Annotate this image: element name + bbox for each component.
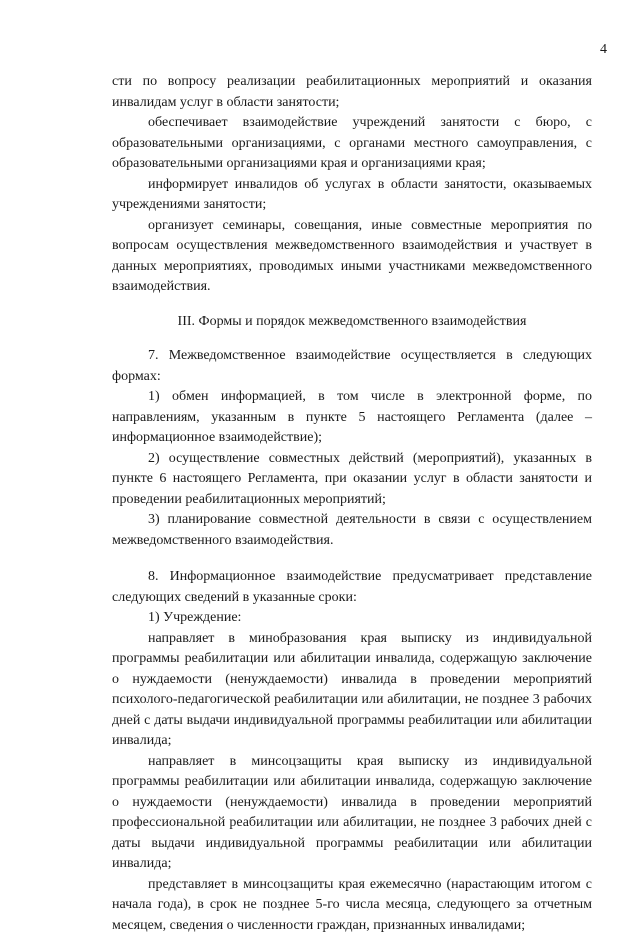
page-number: 4 — [600, 42, 607, 58]
paragraph-item-7-1: 1) обмен информацией, в том числе в электронной форме, по направлениям, указанным в пункте 5 настоящего Регламента (далее – информационное взаимодействие); — [112, 387, 592, 449]
section-heading: III. Формы и порядок межведомственного взаимодействия — [112, 312, 592, 333]
paragraph-cooperation: обеспечивает взаимодействие учреждений занятости с бюро, с образовательными организациями, с органами местного самоуправления, с образовательными организациями края и организациями края; — [112, 113, 592, 175]
paragraph-informs: информирует инвалидов об услугах в области занятости, оказываемых учреждениями занятости; — [112, 175, 592, 216]
paragraph-minobr: направляет в минобразования края выписку из индивидуальной программы реабилитации или абилитации инвалида, содержащую заключение о нуждаемости (ненуждаемости) инвалида в проведении мероприятий психолого-педагогической реабилитации или абилитации, не позднее 3 рабочих дней с даты выдачи индивидуальной программы реабилитации или абилитации инвалида; — [112, 629, 592, 752]
paragraph-continuation: сти по вопросу реализации реабилитационных мероприятий и оказания инвалидам услуг в области занятости; — [112, 72, 592, 113]
paragraph-item-8: 8. Информационное взаимодействие предусматривает представление следующих сведений в указанные сроки: — [112, 567, 592, 608]
paragraph-item-7-3: 3) планирование совместной деятельности в связи с осуществлением межведомственного взаимодействия. — [112, 510, 592, 551]
paragraph-item-7-2: 2) осуществление совместных действий (мероприятий), указанных в пункте 6 настоящего Регламента, при оказании услуг в области занятости и проведении реабилитационных мероприятий; — [112, 449, 592, 511]
paragraph-minsoc-monthly: представляет в минсоцзащиты края ежемесячно (нарастающим итогом с начала года), в срок не позднее 5-го числа месяца, следующего за отчетным месяцем, сведения о численности граждан, признанных инвалидами; — [112, 875, 592, 936]
document-body — [112, 72, 592, 936]
paragraph-minsoc-extract: направляет в минсоцзащиты края выписку из индивидуальной программы реабилитации или абилитации инвалида, содержащую заключение о нуждаемости (ненуждаемости) инвалида в проведении мероприятий профессиональной реабилитации или абилитации, не позднее 3 рабочих дней с даты выдачи индивидуальной программы реабилитации или абилитации инвалида; — [112, 752, 592, 875]
paragraph-item-8-1: 1) Учреждение: — [112, 608, 592, 629]
paragraph-seminars: организует семинары, совещания, иные совместные мероприятия по вопросам осуществления межведомственного взаимодействия и участвует в данных мероприятиях, проводимых иными участниками межведомственного взаимодействия. — [112, 216, 592, 298]
paragraph-item-7: 7. Межведомственное взаимодействие осуществляется в следующих формах: — [112, 346, 592, 387]
paragraph-gap — [112, 551, 592, 567]
